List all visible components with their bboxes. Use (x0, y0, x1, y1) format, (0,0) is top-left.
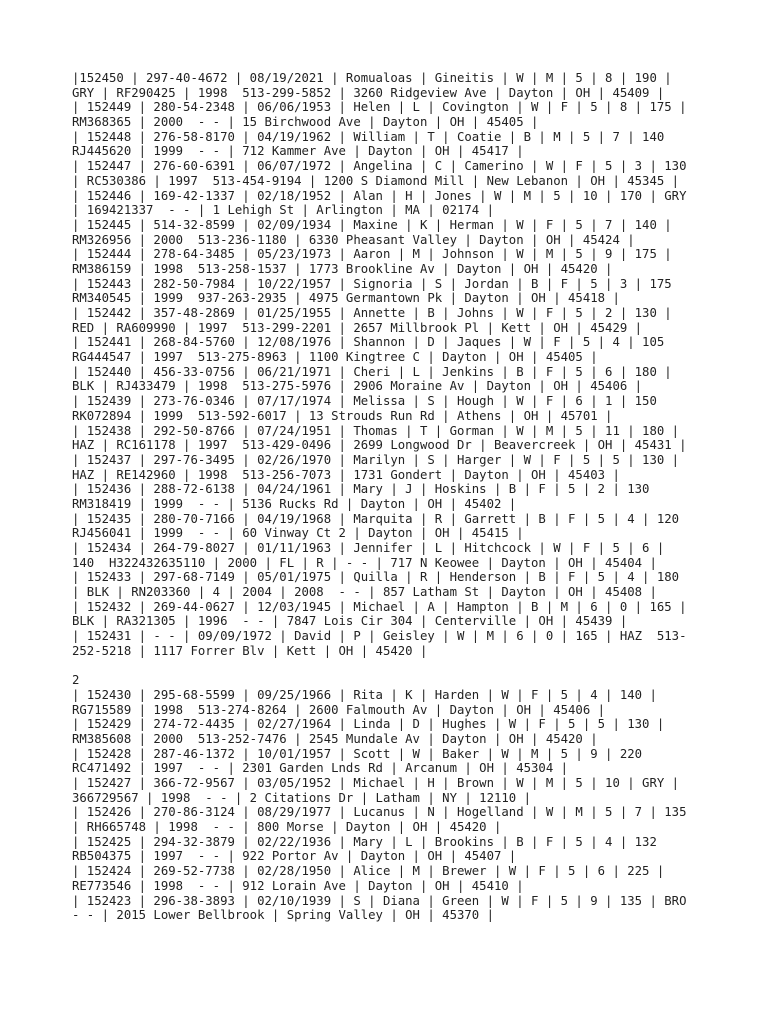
record-line: | 152425 | 294-32-3879 | 02/22/1936 | Mary | L | Brookins | B | F | 5 | 4 | 132 (72, 834, 657, 849)
record-line: RM386159 | 1998 513-258-1537 | 1773 Brookline Av | Dayton | OH | 45420 | (72, 261, 613, 276)
blank-line (72, 659, 712, 674)
record-line: RJ456041 | 1999 - - | 60 Vinway Ct 2 | Dayton | OH | 45415 | (72, 526, 524, 541)
document-page (72, 71, 712, 923)
record-line: | 152423 | 296-38-3893 | 02/10/1939 | S | Diana | Green | W | F | 5 | 9 | 135 | BRO (72, 893, 687, 908)
record-line: | 152440 | 456-33-0756 | 06/21/1971 | Cheri | L | Jenkins | B | F | 5 | 6 | 180 | (72, 364, 672, 379)
record-block-page-1 (72, 71, 712, 659)
record-line: | 152433 | 297-68-7149 | 05/01/1975 | Quilla | R | Henderson | B | F | 5 | 4 | 180 (72, 570, 680, 585)
record-line: | 152447 | 276-60-6391 | 06/07/1972 | Angelina | C | Camerino | W | F | 5 | 3 | 130 (72, 159, 687, 174)
record-line: GRY | RF290425 | 1998 513-299-5852 | 3260 Ridgeview Ave | Dayton | OH | 45409 | (72, 85, 665, 100)
record-line: | 152442 | 357-48-2869 | 01/25/1955 | Annette | B | Johns | W | F | 5 | 2 | 130 | (72, 306, 672, 320)
record-line: RED | RA609990 | 1997 513-299-2201 | 2657 Millbrook Pl | Kett | OH | 45429 | (72, 320, 643, 335)
record-line: | 152449 | 280-54-2348 | 06/06/1953 | Helen | L | Covington | W | F | 5 | 8 | 175 | (72, 100, 687, 115)
record-line: | 152430 | 295-68-5599 | 09/25/1966 | Rita | K | Harden | W | F | 5 | 4 | 140 | (72, 687, 657, 702)
record-line: RB504375 | 1997 - - | 922 Portor Av | Dayton | OH | 45407 | (72, 849, 517, 864)
record-line: | 152434 | 264-79-8027 | 01/11/1963 | Jennifer | L | Hitchcock | W | F | 5 | 6 | (72, 541, 665, 555)
record-line: | BLK | RN203360 | 4 | 2004 | 2008 - - | 857 Latham St | Dayton | OH | 45408 | (72, 585, 657, 600)
record-line: | 152439 | 273-76-0346 | 07/17/1974 | Melissa | S | Hough | W | F | 6 | 1 | 150 (72, 394, 657, 409)
page-number: 2 (72, 673, 80, 688)
record-line: RM368365 | 2000 - - | 15 Birchwood Ave | Dayton | OH | 45405 | (72, 115, 539, 130)
record-line: |152450 | 297-40-4672 | 08/19/2021 | Romualoas | Gineitis | W | M | 5 | 8 | 190 | (72, 71, 672, 85)
record-line: | 152428 | 287-46-1372 | 10/01/1957 | Scott | W | Baker | W | M | 5 | 9 | 220 (72, 746, 643, 761)
record-line: | 152444 | 278-64-3485 | 05/23/1973 | Aaron | M | Johnson | W | M | 5 | 9 | 175 | (72, 247, 672, 262)
record-line: RC471492 | 1997 - - | 2301 Garden Lnds Rd | Arcanum | OH | 45304 | (72, 761, 569, 776)
record-line: | 169421337 - - | 1 Lehigh St | Arlington | MA | 02174 | (72, 203, 494, 218)
record-line: 366729567 | 1998 - - | 2 Citations Dr | Latham | NY | 12110 | (72, 790, 532, 805)
record-line: | 152424 | 269-52-7738 | 02/28/1950 | Alice | M | Brewer | W | F | 5 | 6 | 225 | (72, 864, 665, 879)
record-line: RE773546 | 1998 - - | 912 Lorain Ave | Dayton | OH | 45410 | (72, 878, 524, 893)
record-line: | 152436 | 288-72-6138 | 04/24/1961 | Mary | J | Hoskins | B | F | 5 | 2 | 130 (72, 482, 650, 497)
record-line: RK072894 | 1999 513-592-6017 | 13 Strouds Run Rd | Athens | OH | 45701 | (72, 408, 613, 423)
record-line: HAZ | RE142960 | 1998 513-256-7073 | 1731 Gondert | Dayton | OH | 45403 | (72, 467, 620, 482)
record-line: HAZ | RC161178 | 1997 513-429-0496 | 2699 Longwood Dr | Beavercreek | OH | 45431 | (72, 438, 687, 453)
record-line: BLK | RA321305 | 1996 - - | 7847 Lois Cir 304 | Centerville | OH | 45439 | (72, 614, 628, 629)
record-block-page-2 (72, 688, 712, 923)
record-line: RM340545 | 1999 937-263-2935 | 4975 Germantown Pk | Dayton | OH | 45418 | (72, 291, 620, 306)
record-line: | 152446 | 169-42-1337 | 02/18/1952 | Alan | H | Jones | W | M | 5 | 10 | 170 | GRY (72, 188, 687, 203)
record-line: | 152432 | 269-44-0627 | 12/03/1945 | Michael | A | Hampton | B | M | 6 | 0 | 165 | (72, 599, 687, 614)
record-line: | 152441 | 268-84-5760 | 12/08/1976 | Shannon | D | Jaques | W | F | 5 | 4 | 105 (72, 335, 665, 350)
record-line: | RC530386 | 1997 513-454-9194 | 1200 S Diamond Mill | New Lebanon | OH | 45345 | (72, 173, 680, 188)
record-line: | 152431 | - - | 09/09/1972 | David | P | Geisley | W | M | 6 | 0 | 165 | HAZ 513- (72, 629, 687, 644)
record-line: | 152445 | 514-32-8599 | 02/09/1934 | Maxine | K | Herman | W | F | 5 | 7 | 140 | (72, 217, 672, 232)
record-line: RG715589 | 1998 513-274-8264 | 2600 Falmouth Av | Dayton | OH | 45406 | (72, 702, 606, 717)
record-line: 140 H322432635110 | 2000 | FL | R | - - | 717 N Keowee | Dayton | OH | 45404 | (72, 555, 657, 570)
record-line: | 152437 | 297-76-3495 | 02/26/1970 | Marilyn | S | Harger | W | F | 5 | 5 | 130 | (72, 452, 680, 467)
record-line: | 152448 | 276-58-8170 | 04/19/1962 | William | T | Coatie | B | M | 5 | 7 | 140 (72, 129, 665, 144)
record-line: 252-5218 | 1117 Forrer Blv | Kett | OH | 45420 | (72, 643, 428, 658)
record-line: RM385608 | 2000 513-252-7476 | 2545 Mundale Av | Dayton | OH | 45420 | (72, 731, 598, 746)
record-line: | 152429 | 274-72-4435 | 02/27/1964 | Linda | D | Hughes | W | F | 5 | 5 | 130 | (72, 717, 665, 732)
record-line: | 152426 | 270-86-3124 | 08/29/1977 | Lucanus | N | Hogelland | W | M | 5 | 7 | 135 (72, 805, 687, 820)
record-line: | RH665748 | 1998 - - | 800 Morse | Dayton | OH | 45420 | (72, 820, 502, 835)
record-line: RM318419 | 1999 - - | 5136 Rucks Rd | Dayton | OH | 45402 | (72, 496, 517, 511)
record-line: | 152435 | 280-70-7166 | 04/19/1968 | Marquita | R | Garrett | B | F | 5 | 4 | 120 (72, 511, 680, 526)
record-line: RJ445620 | 1999 - - | 712 Kammer Ave | Dayton | OH | 45417 | (72, 144, 524, 159)
record-line: | 152427 | 366-72-9567 | 03/05/1952 | Michael | H | Brown | W | M | 5 | 10 | GRY | (72, 776, 680, 790)
record-line: - - | 2015 Lower Bellbrook | Spring Valley | OH | 45370 | (72, 908, 494, 923)
record-line: | 152443 | 282-50-7984 | 10/22/1957 | Signoria | S | Jordan | B | F | 5 | 3 | 175 (72, 276, 672, 291)
record-line: RG444547 | 1997 513-275-8963 | 1100 Kingtree C | Dayton | OH | 45405 | (72, 350, 598, 365)
record-line: | 152438 | 292-50-8766 | 07/24/1951 | Thomas | T | Gorman | W | M | 5 | 11 | 180 | (72, 423, 680, 438)
record-line: RM326956 | 2000 513-236-1180 | 6330 Pheasant Valley | Dayton | OH | 45424 | (72, 232, 635, 247)
record-line: BLK | RJ433479 | 1998 513-275-5976 | 2906 Moraine Av | Dayton | OH | 45406 | (72, 379, 643, 394)
